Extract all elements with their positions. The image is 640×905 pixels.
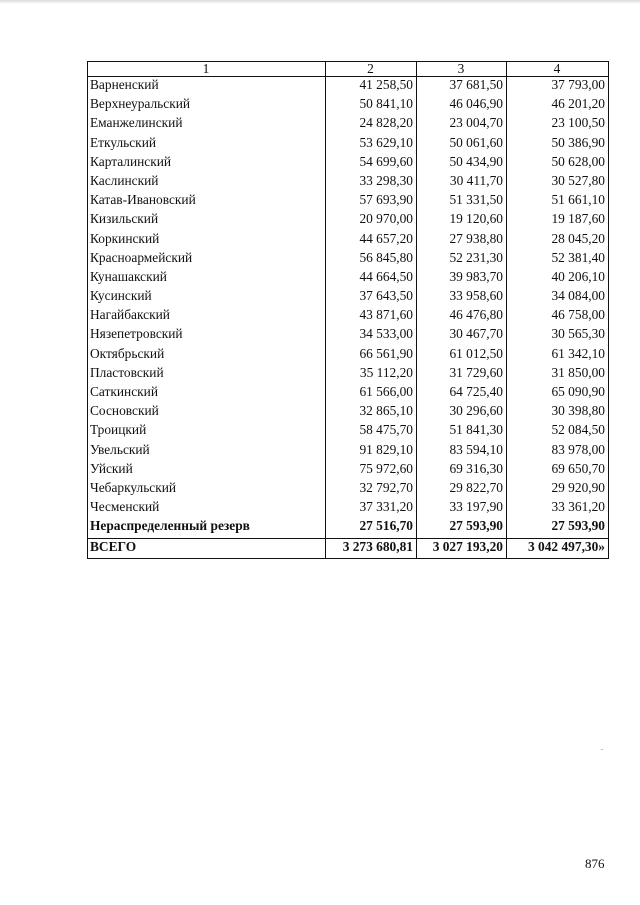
table-row <box>88 250 609 269</box>
value-cell: 53 629,10 <box>326 135 417 154</box>
total-row <box>88 538 609 558</box>
district-name: Октябрьский <box>88 346 326 365</box>
table-row <box>88 211 609 230</box>
value-cell: 54 699,60 <box>326 154 417 173</box>
district-name: Кунашакский <box>88 269 326 288</box>
value-cell: 51 841,30 <box>417 422 507 441</box>
district-name: Чесменский <box>88 499 326 518</box>
table-row <box>88 115 609 134</box>
value-cell: 30 527,80 <box>507 173 609 192</box>
value-cell: 50 628,00 <box>507 154 609 173</box>
value-cell: 32 865,10 <box>326 403 417 422</box>
district-name: Троицкий <box>88 422 326 441</box>
value-cell: 37 681,50 <box>417 77 507 97</box>
value-cell: 27 938,80 <box>417 231 507 250</box>
value-cell: 23 004,70 <box>417 115 507 134</box>
value-cell: 37 793,00 <box>507 77 609 97</box>
value-cell: 66 561,90 <box>326 346 417 365</box>
table-row <box>88 154 609 173</box>
district-name: Нагайбакский <box>88 307 326 326</box>
page-number: 876 <box>585 856 605 871</box>
table-row <box>88 326 609 345</box>
value-cell: 30 411,70 <box>417 173 507 192</box>
value-cell: 30 565,30 <box>507 326 609 345</box>
value-cell: 30 296,60 <box>417 403 507 422</box>
table-row <box>88 403 609 422</box>
value-cell: 33 197,90 <box>417 499 507 518</box>
value-cell: 31 850,00 <box>507 365 609 384</box>
table-row <box>88 442 609 461</box>
district-name: Чебаркульский <box>88 480 326 499</box>
value-cell: 46 476,80 <box>417 307 507 326</box>
district-name: Карталинский <box>88 154 326 173</box>
column-header: 1 <box>88 62 326 77</box>
district-name: Катав-Ивановский <box>88 192 326 211</box>
value-cell: 61 342,10 <box>507 346 609 365</box>
table-row <box>88 96 609 115</box>
district-name: Кусинский <box>88 288 326 307</box>
reserve-value: 27 593,90 <box>507 518 609 538</box>
value-cell: 52 381,40 <box>507 250 609 269</box>
value-cell: 65 090,90 <box>507 384 609 403</box>
table-row <box>88 499 609 518</box>
value-cell: 46 046,90 <box>417 96 507 115</box>
budget-table <box>87 61 609 559</box>
district-name: Каслинский <box>88 173 326 192</box>
table-row <box>88 461 609 480</box>
value-cell: 19 187,60 <box>507 211 609 230</box>
table-row <box>88 307 609 326</box>
value-cell: 33 958,60 <box>417 288 507 307</box>
district-name: Красноармейский <box>88 250 326 269</box>
value-cell: 19 120,60 <box>417 211 507 230</box>
value-cell: 29 920,90 <box>507 480 609 499</box>
district-name: Нязепетровский <box>88 326 326 345</box>
value-cell: 69 650,70 <box>507 461 609 480</box>
value-cell: 52 231,30 <box>417 250 507 269</box>
value-cell: 37 331,20 <box>326 499 417 518</box>
value-cell: 83 978,00 <box>507 442 609 461</box>
total-label: ВСЕГО <box>88 538 326 558</box>
district-name: Сосновский <box>88 403 326 422</box>
district-name: Коркинский <box>88 231 326 250</box>
value-cell: 51 331,50 <box>417 192 507 211</box>
value-cell: 34 533,00 <box>326 326 417 345</box>
value-cell: 51 661,10 <box>507 192 609 211</box>
value-cell: 43 871,60 <box>326 307 417 326</box>
district-name: Пластовский <box>88 365 326 384</box>
table-row <box>88 135 609 154</box>
value-cell: 75 972,60 <box>326 461 417 480</box>
value-cell: 28 045,20 <box>507 231 609 250</box>
value-cell: 61 566,00 <box>326 384 417 403</box>
table-row <box>88 346 609 365</box>
table-row <box>88 269 609 288</box>
value-cell: 50 061,60 <box>417 135 507 154</box>
table-row <box>88 192 609 211</box>
value-cell: 46 758,00 <box>507 307 609 326</box>
value-cell: 56 845,80 <box>326 250 417 269</box>
table-row <box>88 365 609 384</box>
value-cell: 37 643,50 <box>326 288 417 307</box>
reserve-value: 27 593,90 <box>417 518 507 538</box>
district-name: Верхнеуральский <box>88 96 326 115</box>
value-cell: 29 822,70 <box>417 480 507 499</box>
value-cell: 30 398,80 <box>507 403 609 422</box>
scan-edge <box>0 0 640 4</box>
value-cell: 64 725,40 <box>417 384 507 403</box>
table-body <box>88 77 609 559</box>
value-cell: 50 386,90 <box>507 135 609 154</box>
value-cell: 34 084,00 <box>507 288 609 307</box>
table-row <box>88 77 609 97</box>
table-row <box>88 173 609 192</box>
value-cell: 23 100,50 <box>507 115 609 134</box>
value-cell: 33 361,20 <box>507 499 609 518</box>
column-header: 3 <box>417 62 507 77</box>
value-cell: 20 970,00 <box>326 211 417 230</box>
value-cell: 41 258,50 <box>326 77 417 97</box>
scan-speck <box>601 749 603 750</box>
table-row <box>88 422 609 441</box>
table-row <box>88 288 609 307</box>
value-cell: 33 298,30 <box>326 173 417 192</box>
district-name: Варненский <box>88 77 326 97</box>
column-header: 4 <box>507 62 609 77</box>
value-cell: 32 792,70 <box>326 480 417 499</box>
table-header-row <box>88 62 609 77</box>
value-cell: 46 201,20 <box>507 96 609 115</box>
district-name: Еманжелинский <box>88 115 326 134</box>
value-cell: 35 112,20 <box>326 365 417 384</box>
value-cell: 44 657,20 <box>326 231 417 250</box>
total-value: 3 273 680,81 <box>326 538 417 558</box>
table-row <box>88 384 609 403</box>
value-cell: 24 828,20 <box>326 115 417 134</box>
district-name: Кизильский <box>88 211 326 230</box>
column-header: 2 <box>326 62 417 77</box>
value-cell: 39 983,70 <box>417 269 507 288</box>
value-cell: 52 084,50 <box>507 422 609 441</box>
value-cell: 61 012,50 <box>417 346 507 365</box>
district-name: Увельский <box>88 442 326 461</box>
table-row <box>88 480 609 499</box>
value-cell: 31 729,60 <box>417 365 507 384</box>
district-name: Еткульский <box>88 135 326 154</box>
district-name: Уйский <box>88 461 326 480</box>
value-cell: 91 829,10 <box>326 442 417 461</box>
reserve-name: Нераспределенный резерв <box>88 518 326 538</box>
value-cell: 50 841,10 <box>326 96 417 115</box>
district-name: Саткинский <box>88 384 326 403</box>
value-cell: 58 475,70 <box>326 422 417 441</box>
total-value: 3 027 193,20 <box>417 538 507 558</box>
value-cell: 40 206,10 <box>507 269 609 288</box>
value-cell: 69 316,30 <box>417 461 507 480</box>
value-cell: 44 664,50 <box>326 269 417 288</box>
reserve-value: 27 516,70 <box>326 518 417 538</box>
value-cell: 83 594,10 <box>417 442 507 461</box>
table-row <box>88 231 609 250</box>
total-value: 3 042 497,30» <box>507 538 609 558</box>
reserve-row <box>88 518 609 538</box>
value-cell: 50 434,90 <box>417 154 507 173</box>
value-cell: 30 467,70 <box>417 326 507 345</box>
value-cell: 57 693,90 <box>326 192 417 211</box>
